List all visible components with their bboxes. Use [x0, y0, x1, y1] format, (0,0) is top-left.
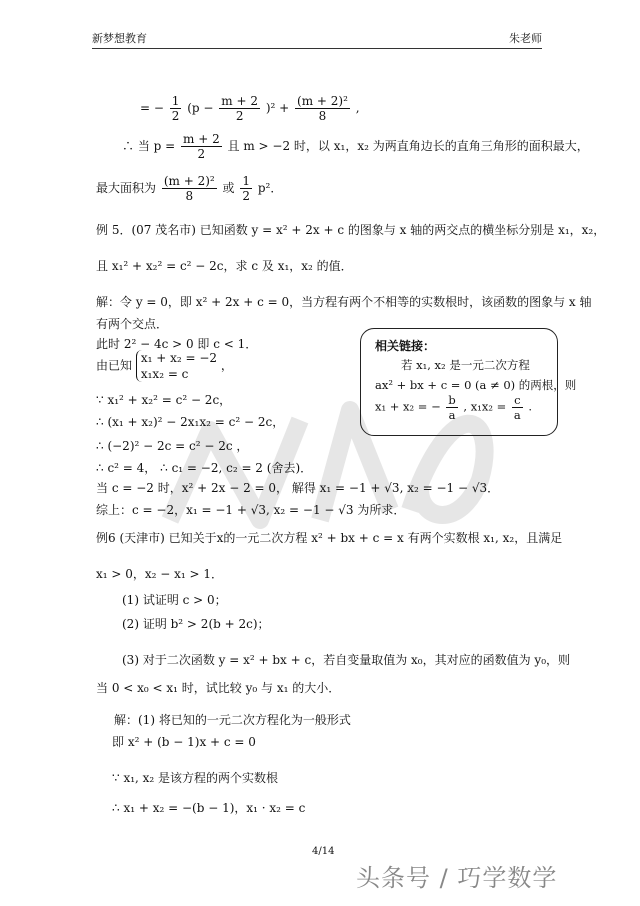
solution-line: ∴ x₁ + x₂ = −(b − 1)，x₁ · x₂ = c: [112, 801, 306, 815]
example-6-condition: x₁ > 0，x₂ − x₁ > 1．: [96, 567, 224, 581]
page-header: [92, 30, 542, 52]
example-6-statement: 例6 (天津市) 已知关于x的一元二次方程 x² + bx + c = x 有两个实数根 x₁, x₂，且满足: [96, 531, 563, 545]
header-right: 朱老师: [509, 32, 542, 45]
solution-line: 即 x² + (b − 1)x + c = 0: [112, 735, 256, 749]
brand-watermark: 头条号 / 巧学数学: [356, 864, 558, 892]
header-rule: [92, 48, 542, 49]
page-number: 4/14: [312, 846, 335, 857]
header-left: 新梦想教育: [92, 32, 147, 45]
related-link-line-3: x₁ + x₂ = − $\frac{b}{a}$ , x₁x₂ = $\frac{c}{a}$ .: [375, 393, 533, 422]
question-3: (3) 对于二次函数 y = x² + bx + c，若自变量取值为 x₀，其对应的函数值为 y₀，则: [122, 653, 571, 667]
solution-line: 解：令 y = 0，即 x² + 2x + c = 0，当方程有两个不相等的实数根时，该函数的图象与 x 轴: [96, 295, 592, 309]
fraction: $\frac{\text{(m + 2)²}}{8}$: [163, 174, 215, 203]
fraction: $\frac{1}{2}$: [242, 174, 251, 203]
solution-line: 当 c = −2 时，x² + 2x − 2 = 0， 解得 x₁ = −1 + √3, x₂ = −1 − √3．: [96, 481, 500, 495]
max-area-line: 最大面积为 $\frac{\text{(m + 2)²}}{8}$ 或 $\frac{1}{2}$ p²．: [96, 174, 283, 203]
solution-line: 此时 2² − 4c > 0 即 c < 1．: [96, 337, 258, 351]
solution-line: 有两个交点．: [96, 317, 169, 331]
related-link-title: 相关链接：: [375, 339, 436, 353]
formula-line-1: = − $\frac{1}{2}$ (p − $\frac{m + 2}{2}$ )² + $\frac{\text{(m + 2)²}}{8}$ ,: [140, 94, 360, 123]
example-5-condition: 且 x₁² + x₂² = c² − 2c，求 c 及 x₁，x₂ 的值．: [96, 259, 353, 273]
solution-line: ∵ x₁, x₂ 是该方程的两个实数根: [112, 771, 279, 785]
fraction: $\frac{m + 2}{2}$: [221, 94, 258, 123]
solution-line: ∴ c² = 4， ∴ c₁ = −2, c₂ = 2 (舍去)．: [96, 461, 313, 475]
fraction: $\frac{m + 2}{2}$: [183, 132, 220, 161]
fraction: $\frac{1}{2}$: [171, 94, 180, 123]
solution-summary: 综上：c = −2，x₁ = −1 + √3, x₂ = −1 − √3 为所求．: [96, 503, 406, 517]
related-link-line-2: ax² + bx + c = 0 (a ≠ 0) 的两根，则: [375, 378, 577, 392]
question-3-cont: 当 0 < x₀ < x₁ 时，试比较 y₀ 与 x₁ 的大小．: [96, 681, 341, 695]
related-link-line-1: 若 x₁, x₂ 是一元二次方程: [401, 358, 530, 372]
conclusion-line: ∴ 当 p = $\frac{m + 2}{2}$ 且 m > −2 时，以 x₁，x₂ 为两直角边长的直角三角形的面积最大，: [122, 132, 589, 161]
fraction: $\frac{\text{(m + 2)²}}{8}$: [297, 94, 348, 123]
solution-line: ∴ (−2)² − 2c = c² − 2c ，: [96, 439, 249, 453]
question-1: (1) 试证明 c > 0；: [122, 593, 227, 607]
solution-line: 解：(1) 将已知的一元二次方程化为一般形式: [114, 713, 351, 727]
equation-system-brace: x₁ + x₂ = −2 x₁x₂ = c: [136, 350, 217, 382]
related-link-box: [360, 328, 577, 436]
example-5-statement: 例 5．(07 茂名市) 已知函数 y = x² + 2x + c 的图象与 x 轴的两交点的横坐标分别是 x₁，x₂，: [96, 223, 606, 237]
question-2: (2) 证明 b² > 2(b + 2c)；: [122, 617, 270, 631]
solution-line: ∵ x₁² + x₂² = c² − 2c，: [96, 393, 232, 407]
system-line: 由已知 x₁ + x₂ = −2 x₁x₂ = c ，: [96, 351, 233, 381]
solution-line: ∴ (x₁ + x₂)² − 2x₁x₂ = c² − 2c，: [96, 415, 285, 429]
